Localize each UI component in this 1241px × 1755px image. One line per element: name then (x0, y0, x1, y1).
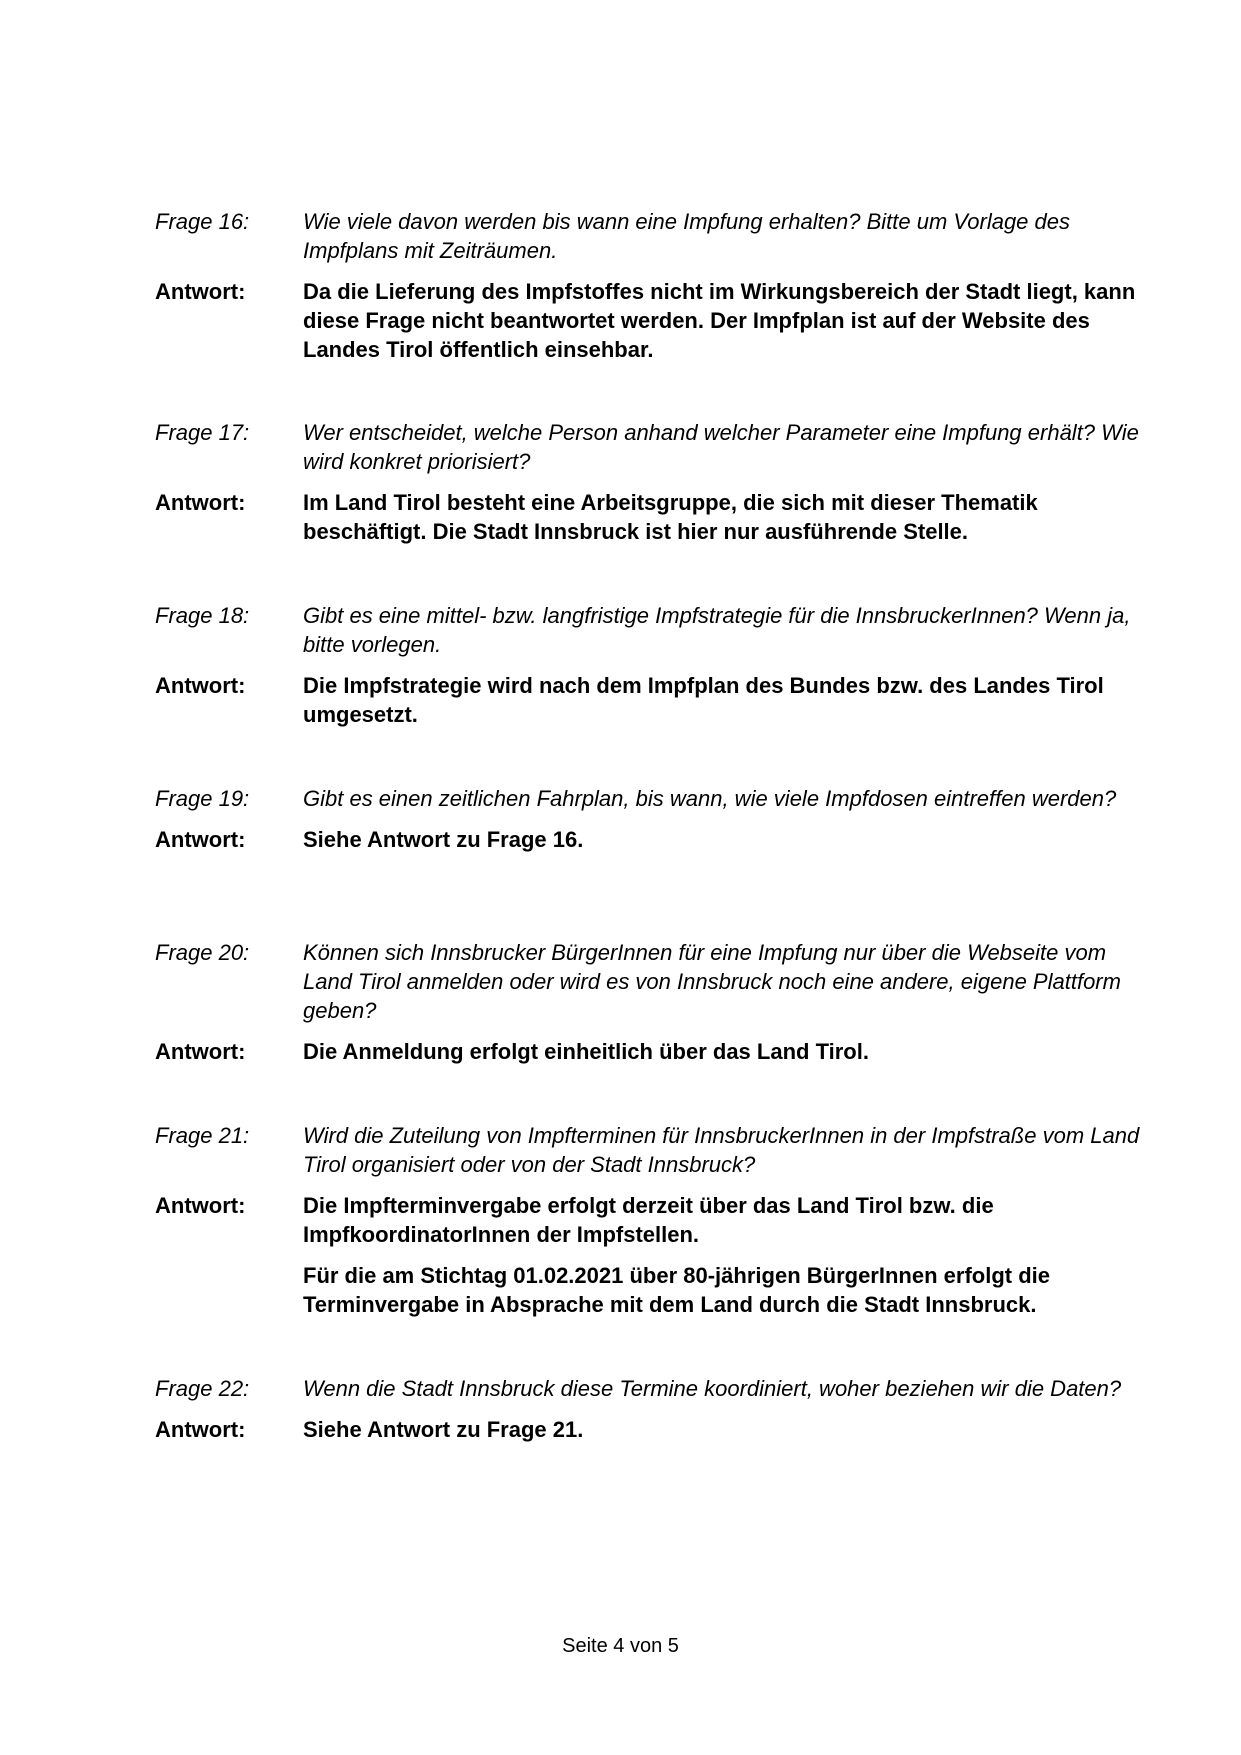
qa-block-19 (155, 784, 1145, 854)
answer-text: Siehe Antwort zu Frage 16. (303, 827, 584, 852)
answer-label: Antwort: (155, 1417, 246, 1442)
answer-label: Antwort: (155, 673, 246, 698)
answer-row (155, 1191, 1145, 1249)
answer-text: Die Impfstrategie wird nach dem Impfplan des Bundes bzw. des Landes Tirol umgesetzt. (303, 673, 1104, 727)
answer-text: Siehe Antwort zu Frage 21. (303, 1417, 584, 1442)
question-text: Wer entscheidet, welche Person anhand welcher Parameter eine Impfung erhält? Wie wird konkret priorisiert? (303, 420, 1139, 474)
qa-block-20 (155, 938, 1145, 1066)
question-label: Frage 21: (155, 1123, 250, 1148)
answer-row (155, 1037, 1145, 1066)
question-row (155, 784, 1145, 813)
question-text: Können sich Innsbrucker BürgerInnen für eine Impfung nur über die Webseite vom Land Tirol anmelden oder wird es von Innsbruck noch eine andere, eigene Plattform geben? (303, 940, 1121, 1023)
answer-label: Antwort: (155, 827, 246, 852)
question-row (155, 207, 1145, 265)
answer-text: Im Land Tirol besteht eine Arbeitsgruppe, die sich mit dieser Thematik beschäftigt. Die Stadt Innsbruck ist hier nur ausführende Stelle. (303, 490, 1038, 544)
question-label: Frage 20: (155, 940, 250, 965)
answer-text: Die Impfterminvergabe erfolgt derzeit über das Land Tirol bzw. die ImpfkoordinatorInnen der Impfstellen. (303, 1193, 994, 1247)
answer-row (155, 277, 1145, 364)
qa-block-16 (155, 207, 1145, 364)
question-row (155, 601, 1145, 659)
answer-row (155, 825, 1145, 854)
qa-block-18 (155, 601, 1145, 729)
question-label: Frage 18: (155, 603, 250, 628)
answer-text-continuation: Für die am Stichtag 01.02.2021 über 80-jährigen BürgerInnen erfolgt die Terminvergabe in Absprache mit dem Land durch die Stadt Innsbruck. (303, 1263, 1050, 1317)
question-row (155, 1374, 1145, 1403)
answer-row (155, 671, 1145, 729)
question-label: Frage 22: (155, 1376, 250, 1401)
qa-block-22 (155, 1374, 1145, 1444)
question-row (155, 938, 1145, 1025)
answer-continuation-row (155, 1261, 1145, 1319)
answer-label: Antwort: (155, 279, 246, 304)
question-text: Wenn die Stadt Innsbruck diese Termine koordiniert, woher beziehen wir die Daten? (303, 1376, 1122, 1401)
question-label: Frage 19: (155, 786, 250, 811)
qa-block-17 (155, 418, 1145, 546)
answer-text: Die Anmeldung erfolgt einheitlich über das Land Tirol. (303, 1039, 869, 1064)
question-row (155, 418, 1145, 476)
question-text: Gibt es eine mittel- bzw. langfristige Impfstrategie für die InnsbruckerInnen? Wenn ja, bitte vorlegen. (303, 603, 1131, 657)
answer-label: Antwort: (155, 1039, 246, 1064)
answer-row (155, 1415, 1145, 1444)
answer-label: Antwort: (155, 490, 246, 515)
qa-block-21 (155, 1121, 1145, 1319)
answer-label: Antwort: (155, 1193, 246, 1218)
page-number-footer: Seite 4 von 5 (562, 1635, 679, 1657)
answer-row (155, 488, 1145, 546)
question-text: Wird die Zuteilung von Impfterminen für InnsbruckerInnen in der Impfstraße vom Land Tirol organisiert oder von der Stadt Innsbruck? (303, 1123, 1140, 1177)
question-row (155, 1121, 1145, 1179)
question-label: Frage 16: (155, 209, 250, 234)
question-label: Frage 17: (155, 420, 250, 445)
question-text: Wie viele davon werden bis wann eine Impfung erhalten? Bitte um Vorlage des Impfplans mit Zeiträumen. (303, 209, 1070, 263)
question-text: Gibt es einen zeitlichen Fahrplan, bis wann, wie viele Impfdosen eintreffen werden? (303, 786, 1117, 811)
answer-text: Da die Lieferung des Impfstoffes nicht im Wirkungsbereich der Stadt liegt, kann diese Frage nicht beantwortet werden. Der Impfplan ist auf der Website des Landes Tirol öffentlich einsehbar. (303, 279, 1136, 362)
